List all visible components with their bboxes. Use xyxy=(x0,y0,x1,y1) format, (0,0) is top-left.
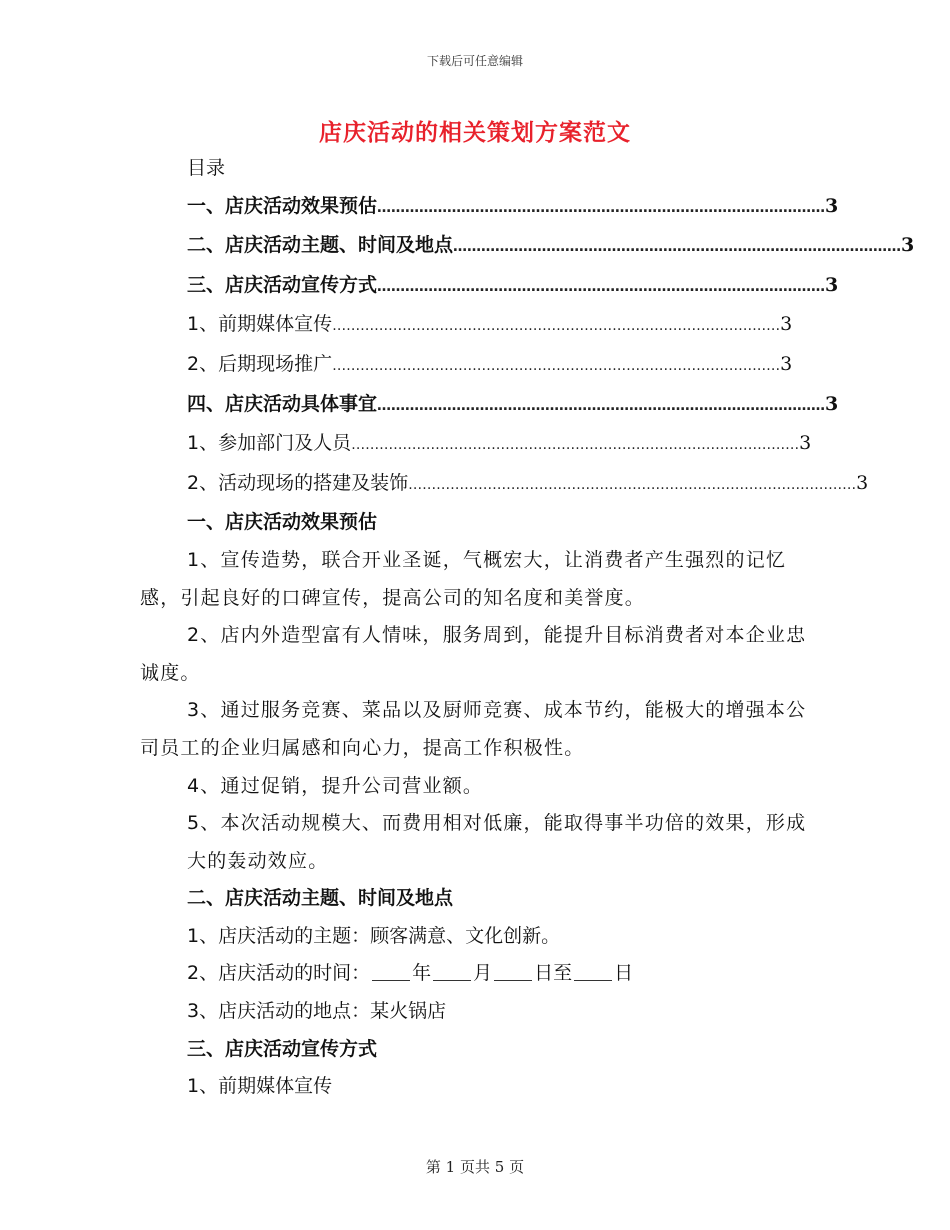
page-footer: 第 1 页共 5 页 xyxy=(425,1158,525,1176)
toc-entry[interactable] xyxy=(140,188,839,228)
toc-entry-label: 二、店庆活动主题、时间及地点 xyxy=(187,234,454,257)
section-heading: 一、店庆活动效果预估 xyxy=(187,511,378,534)
paragraph: 1、宣传造势，联合开业圣诞，气概宏大，让消费者产生强烈的记忆感，引起良好的口碑宣传，提高公司的知名度和美誉度。 xyxy=(140,548,787,609)
toc-entry-label: 一、店庆活动效果预估 xyxy=(187,194,378,217)
month-label: 月 xyxy=(473,962,493,985)
start-day-blank[interactable] xyxy=(494,962,532,981)
paragraph: 3、店庆活动的地点：某火锅店 xyxy=(187,1000,447,1023)
toc-entry-label: 2、后期现场推广 xyxy=(187,352,333,375)
event-time-label: 2、店庆活动的时间： xyxy=(187,962,371,985)
toc-entry[interactable] xyxy=(140,386,839,426)
event-time-line xyxy=(140,955,810,993)
toc-entry-page: 3 xyxy=(856,471,869,494)
toc-entry[interactable] xyxy=(140,465,869,505)
document-title: 店庆活动的相关策划方案范文 xyxy=(319,120,631,146)
paragraph: 5、本次活动规模大、而费用相对低廉，能取得事半功倍的效果，形成大的轰动效应。 xyxy=(187,812,807,872)
day-label: 日 xyxy=(614,962,634,985)
toc-entry-label: 三、店庆活动宣传方式 xyxy=(187,273,378,296)
toc-leader-dots: …………………………………………………………………………………… xyxy=(332,318,781,335)
toc-leader-dots: …………………………………………………………………………………… xyxy=(377,397,826,414)
paragraph: 3、通过服务竞赛、菜品以及厨师竞赛、成本节约，能极大的增强本公司员工的企业归属感和向心力，提高工作积极性。 xyxy=(140,699,807,759)
month-blank[interactable] xyxy=(433,962,471,981)
toc-leader-dots: …………………………………………………………………………………… xyxy=(453,239,902,256)
end-day-blank[interactable] xyxy=(574,962,612,981)
toc-entry-label: 2、活动现场的搭建及装饰 xyxy=(187,471,409,494)
paragraph: 2、店内外造型富有人情味，服务周到，能提升目标消费者对本企业忠诚度。 xyxy=(140,624,807,684)
toc-entry-page: 3 xyxy=(825,194,839,217)
toc-entry-page: 3 xyxy=(780,313,793,336)
document-body xyxy=(140,150,915,1106)
toc-leader-dots: …………………………………………………………………………………… xyxy=(377,199,826,216)
toc-leader-dots: …………………………………………………………………………………… xyxy=(408,476,857,493)
subsection-heading: 1、前期媒体宣传 xyxy=(187,1075,333,1098)
toc-entry-page: 3 xyxy=(799,432,812,455)
toc-entry-label: 四、店庆活动具体事宜 xyxy=(187,392,378,415)
day-to-label: 日至 xyxy=(534,962,573,985)
toc-entry-page: 3 xyxy=(901,234,915,257)
table-of-contents xyxy=(140,188,915,505)
year-blank[interactable] xyxy=(372,962,410,981)
toc-entry-label: 1、参加部门及人员 xyxy=(187,432,352,455)
toc-entry[interactable] xyxy=(140,227,915,267)
toc-leader-dots: …………………………………………………………………………………… xyxy=(332,357,781,374)
toc-leader-dots: …………………………………………………………………………………… xyxy=(351,437,800,454)
toc-entry-page: 3 xyxy=(825,273,839,296)
toc-entry[interactable] xyxy=(140,346,793,386)
section-heading: 三、店庆活动宣传方式 xyxy=(187,1037,378,1060)
toc-entry[interactable] xyxy=(140,306,793,346)
toc-heading: 目录 xyxy=(187,157,226,179)
toc-leader-dots: …………………………………………………………………………………… xyxy=(377,278,826,295)
toc-entry[interactable] xyxy=(140,425,812,465)
toc-entry-page: 3 xyxy=(825,392,839,415)
paragraph: 1、店庆活动的主题：顾客满意、文化创新。 xyxy=(187,924,561,947)
section-heading: 二、店庆活动主题、时间及地点 xyxy=(187,887,454,910)
header-note: 下载后可任意编辑 xyxy=(426,54,523,68)
toc-entry[interactable] xyxy=(140,267,839,307)
toc-entry-page: 3 xyxy=(780,352,793,375)
year-label: 年 xyxy=(412,962,432,985)
toc-entry-label: 1、前期媒体宣传 xyxy=(187,313,333,336)
paragraph: 4、通过促销，提升公司营业额。 xyxy=(187,774,484,797)
